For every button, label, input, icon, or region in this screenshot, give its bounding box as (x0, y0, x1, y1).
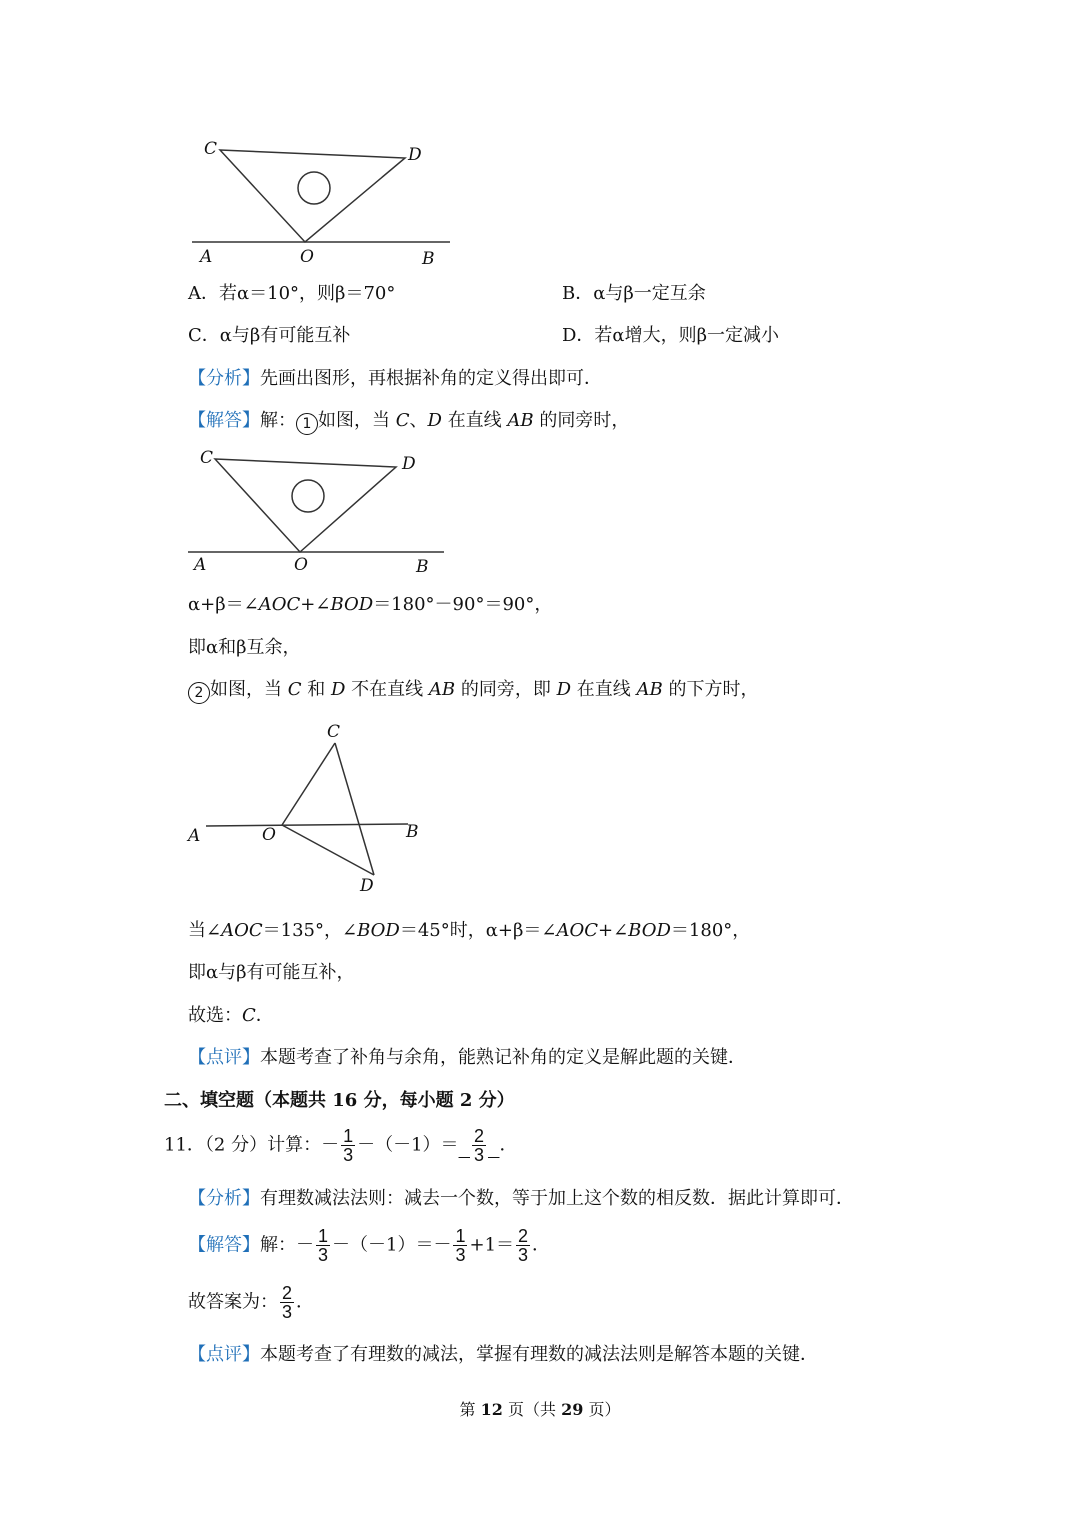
option-d: D．若α增大，则β一定减小 (562, 325, 779, 346)
label-b: B (422, 249, 435, 269)
label-d: D (402, 454, 416, 474)
label-c: C (200, 448, 214, 468)
section-2-title: 二、填空题（本题共 16 分，每小题 2 分） (164, 1090, 515, 1111)
answer-blank: $\frac{2}{3}$ (474, 1126, 485, 1165)
answer-2: 【解答】解：－ $\frac{1}{3}$ －（－1）＝－ $\frac{1}{3}$ +1＝ $\frac{2}{3}$ ． (188, 1226, 551, 1265)
label-a: A (200, 247, 213, 267)
label-b: B (406, 822, 419, 842)
circle-number-2: 2 (188, 682, 210, 704)
final-answer: 故答案为： $\frac{2}{3}$ ． (188, 1283, 315, 1322)
case-2: 2 如图，当 C 和 D 不在直线 AB 的同旁，即 D 在直线 AB 的下方时， (188, 677, 758, 704)
option-c: C．α与β有可能互补 (188, 325, 351, 346)
page-footer: 第 12 页（共 29 页） (459, 1400, 621, 1419)
label-o: O (262, 825, 276, 845)
analysis-tag: 【分析】 (188, 1188, 260, 1209)
analysis-tag: 【分析】 (188, 368, 260, 389)
option-a: A．若α＝10°，则β＝70° (188, 283, 396, 304)
figure-3 (180, 715, 440, 900)
circle-number-1: 1 (296, 413, 318, 435)
supplement-line: 即α与β有可能互补， (188, 962, 355, 983)
label-a: A (188, 826, 201, 846)
answer-tag: 【解答】 (188, 1234, 260, 1256)
option-b: B．α与β一定互余 (562, 283, 706, 304)
answer-1: 【解答】解： 1 如图，当 C、D 在直线 AB 的同旁时， (188, 408, 629, 435)
equation-2: 当∠AOC＝135°，∠BOD＝45°时，α+β＝∠AOC+∠BOD＝180°， (188, 920, 751, 941)
label-d: D (408, 145, 422, 165)
analysis-2: 【分析】有理数减法法则：减去一个数，等于加上这个数的相反数．据此计算即可． (188, 1188, 854, 1209)
question-11: 11．（2 分）计算：－ $\frac{1}{3}$ －（－1）＝ $\frac{2}{3}$ ． (164, 1126, 518, 1165)
label-o: O (300, 247, 314, 267)
equation-1: α+β＝∠AOC+∠BOD＝180°－90°＝90°， (188, 594, 553, 615)
comment-tag: 【点评】 (188, 1344, 260, 1365)
figure-1 (180, 130, 470, 275)
label-b: B (416, 557, 429, 577)
comment-1: 【点评】本题考查了补角与余角，能熟记补角的定义是解此题的关键． (188, 1047, 746, 1068)
label-a: A (194, 555, 207, 575)
complement-line: 即α和β互余， (188, 637, 301, 658)
analysis-1: 【分析】先画出图形，再根据补角的定义得出即可． (188, 368, 602, 389)
comment-tag: 【点评】 (188, 1047, 260, 1068)
label-c: C (204, 139, 218, 159)
fraction: $\frac{1}{3}$ (343, 1126, 354, 1165)
label-c: C (327, 722, 341, 742)
figure-2 (180, 440, 470, 585)
comment-2: 【点评】本题考查了有理数的减法，掌握有理数的减法法则是解答本题的关键． (188, 1344, 818, 1365)
choice-line: 故选：C． (188, 1005, 274, 1026)
label-o: O (294, 555, 308, 575)
label-d: D (360, 876, 374, 896)
answer-tag: 【解答】 (188, 410, 260, 431)
